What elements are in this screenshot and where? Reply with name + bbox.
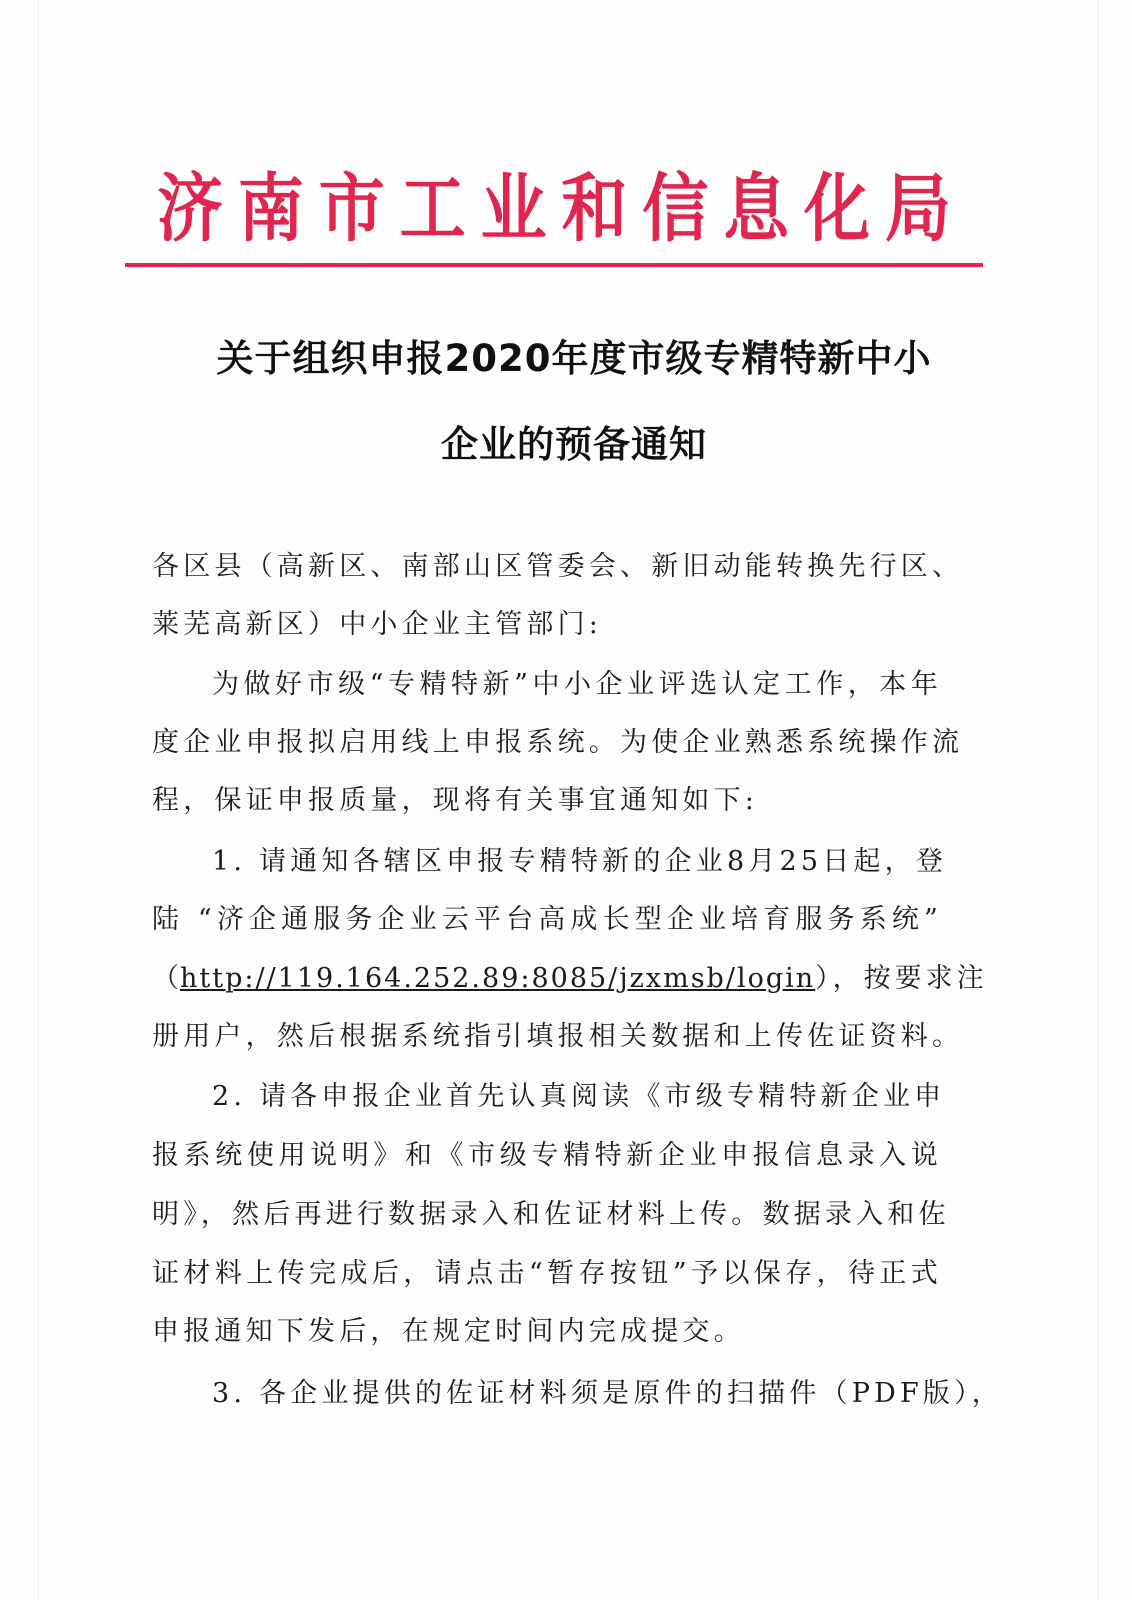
letterhead-org-name <box>125 164 983 252</box>
intro-line-2: 度企业申报拟启用线上申报系统。为使企业熟悉系统操作流 <box>152 727 964 758</box>
document-title-line-2: 企业的预备通知 <box>441 423 707 466</box>
letterhead-char: 信 <box>642 164 709 252</box>
intro-line-1: 为做好市级“专精特新”中小企业评选认定工作，本年 <box>212 669 942 700</box>
system-login-link[interactable]: http://119.164.252.89:8085/jzxmsb/login <box>180 963 816 994</box>
letterhead-char: 息 <box>723 164 790 252</box>
letterhead-char: 业 <box>480 164 547 252</box>
item3-line-1: 3. 各企业提供的佐证材料须是原件的扫描件（PDF版）， <box>212 1378 1003 1409</box>
item1-line-1: 1. 请通知各辖区申报专精特新的企业8月25日起，登 <box>212 846 948 877</box>
document-title-line-1: 关于组织申报2020年度市级专精特新中小 <box>216 337 932 380</box>
addressee-line-1: 各区县（高新区、南部山区管委会、新旧动能转换先行区、 <box>152 551 964 582</box>
item2-line-4: 证材料上传完成后，请点击“暂存按钮”予以保存，待正式 <box>152 1258 942 1289</box>
scan-edge-right <box>1098 0 1099 1600</box>
letterhead-char: 济 <box>157 164 223 252</box>
letterhead-red-rule <box>125 263 983 267</box>
letterhead-char: 和 <box>561 164 628 252</box>
item2-line-3: 明》，然后再进行数据录入和佐证材料上传。数据录入和佐 <box>152 1199 950 1230</box>
letterhead-char: 局 <box>884 164 951 252</box>
scan-edge-left <box>38 0 39 1600</box>
addressee-line-2: 莱芜高新区）中小企业主管部门: <box>152 609 603 640</box>
item1-line-4: 册用户，然后根据系统指引填报相关数据和上传佐证资料。 <box>152 1021 964 1052</box>
letterhead-char: 工 <box>399 164 466 252</box>
item1-line-3 <box>152 962 988 996</box>
item2-line-2: 报系统使用说明》和《市级专精特新企业申报信息录入说 <box>152 1140 942 1171</box>
letterhead-char: 化 <box>804 164 870 252</box>
intro-line-3: 程，保证申报质量，现将有关事宜通知如下: <box>152 785 759 816</box>
letterhead-char: 南 <box>237 164 304 252</box>
url-open-paren: （ <box>152 963 180 994</box>
item1-line-2: 陆 “济企通服务企业云平台高成长型企业培育服务系统” <box>152 904 942 935</box>
letterhead-char: 市 <box>318 164 385 252</box>
url-close-text: ），按要求注 <box>815 963 988 994</box>
item2-line-1: 2. 请各申报企业首先认真阅读《市级专精特新企业申 <box>212 1081 946 1112</box>
item2-line-5: 申报通知下发后，在规定时间内完成提交。 <box>152 1316 745 1347</box>
